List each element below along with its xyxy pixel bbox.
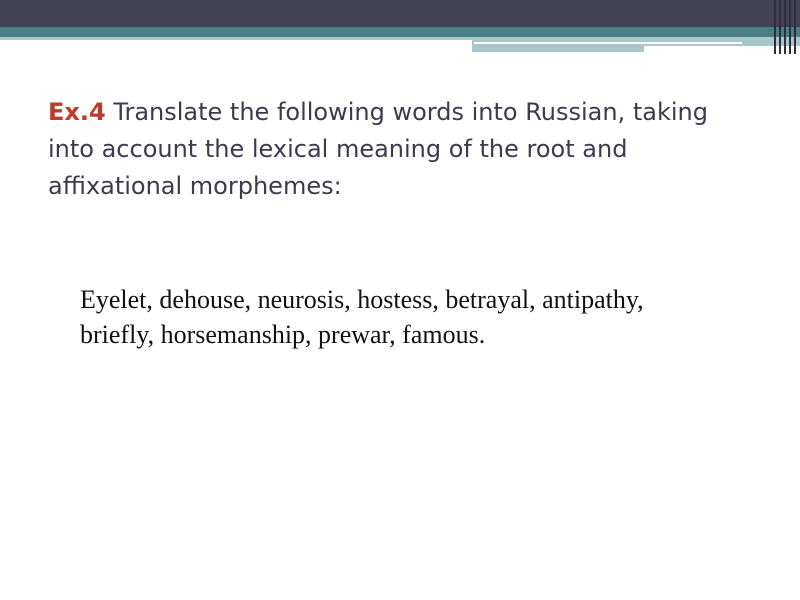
header-stripes-decoration (774, 0, 800, 54)
header-bar-dark (0, 0, 800, 27)
header-bar-light-left (0, 37, 472, 40)
header-bar-light-right-lower (472, 46, 644, 52)
exercise-number: Ex.4 (48, 98, 106, 126)
slide-title (48, 94, 748, 205)
exercise-instruction: Translate the following words into Russian, taking into account the lexical meaning of the root and affixational morphemes: (48, 98, 708, 200)
header-accent-line (474, 42, 742, 44)
word-list: Eyelet, dehouse, neurosis, hostess, betrayal, antipathy, briefly, horsemanship, prewar, famous. (80, 285, 644, 349)
header-bar-teal (0, 27, 800, 37)
